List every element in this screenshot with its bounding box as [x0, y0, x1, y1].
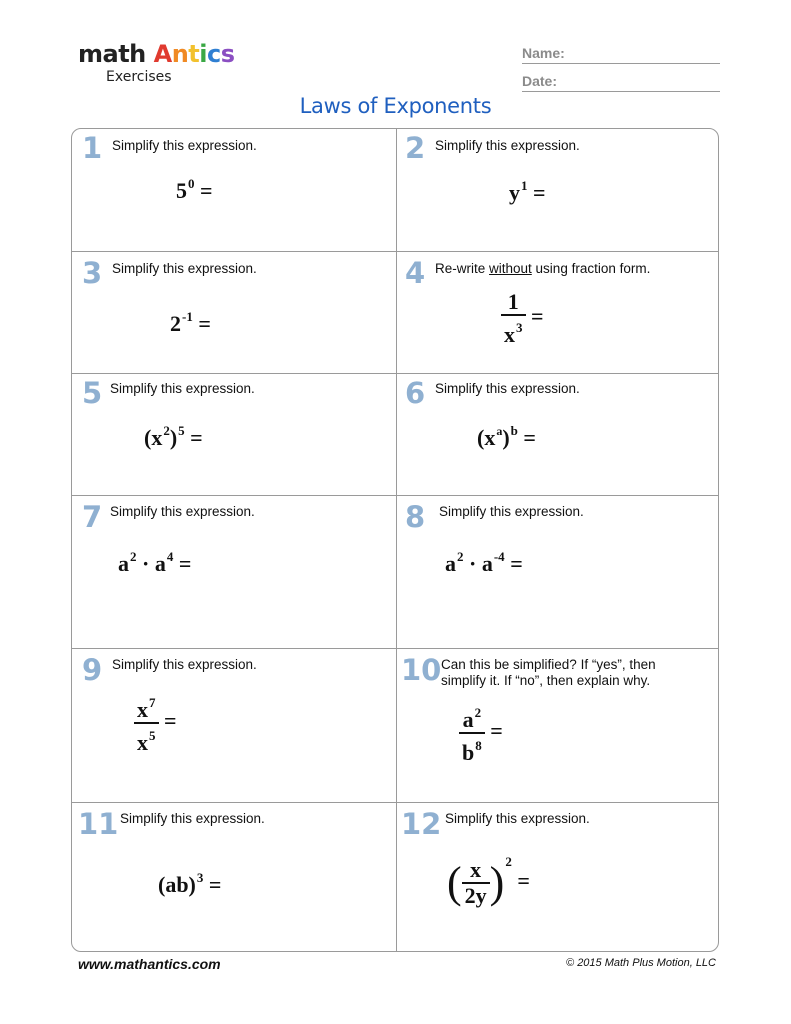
problem-prompt: Simplify this expression. [120, 811, 265, 826]
fraction: $\frac{x^7}{x^5}$ [134, 691, 159, 755]
problem-number: 2 [405, 131, 426, 165]
logo-word-math: math [78, 40, 146, 68]
problem-10 [397, 649, 719, 802]
problem-11 [72, 803, 396, 952]
problem-number: 8 [405, 500, 426, 534]
problem-12 [397, 803, 719, 952]
logo-subtitle: Exercises [106, 69, 172, 85]
logo-letter: s [220, 40, 235, 68]
logo-letter: A [153, 40, 172, 68]
problem-expression: $2^{-1}$ = [170, 309, 211, 336]
problem-prompt: Simplify this expression. [435, 138, 580, 153]
problem-9 [72, 649, 396, 802]
problem-5 [72, 374, 396, 495]
problem-number: 4 [405, 256, 426, 290]
name-field[interactable] [522, 36, 720, 64]
problem-number: 7 [82, 500, 103, 534]
problem-expression: ( $\frac{x}{2y}$ )$^2$ = [447, 854, 530, 908]
website-link[interactable]: www.mathantics.com [78, 956, 221, 972]
fraction: $\frac{1}{x^3}$ [501, 290, 526, 347]
fraction: $\frac{x}{2y}$ [462, 858, 490, 908]
problem-3 [72, 252, 396, 373]
logo-letter: n [171, 40, 189, 68]
problem-prompt: Simplify this expression. [110, 504, 255, 519]
problem-1 [72, 129, 396, 251]
logo-letter: t [188, 40, 200, 68]
problem-prompt: Simplify this expression. [435, 381, 580, 396]
logo-word-antics [154, 40, 235, 68]
problem-expression: $y^1$ = [509, 178, 546, 205]
problem-7 [72, 496, 396, 648]
problem-prompt: Simplify this expression. [112, 657, 257, 672]
problem-expression: $\frac{1}{x^3}$ = [501, 290, 544, 347]
date-label: Date: [522, 73, 558, 89]
problem-expression: $\frac{x^7}{x^5}$ = [134, 691, 177, 755]
problem-prompt: Simplify this expression. [439, 504, 584, 519]
problem-number: 9 [82, 653, 103, 687]
student-info-fields [522, 36, 720, 92]
problem-6 [397, 374, 719, 495]
copyright-notice: © 2015 Math Plus Motion, LLC [566, 957, 716, 969]
problem-prompt: Simplify this expression. [110, 381, 255, 396]
problem-expression: (ab)$^3$ = [158, 870, 222, 897]
emphasis-without: without [489, 261, 532, 276]
problem-grid [71, 128, 719, 952]
problem-prompt: Simplify this expression. [445, 811, 590, 826]
problem-number: 10 [401, 653, 442, 687]
problem-expression: $a^2 \cdot a^4$ = [118, 549, 192, 576]
problem-expression: $(x^a)^b$ = [477, 423, 536, 450]
problem-2 [397, 129, 719, 251]
logo-letter: i [199, 40, 208, 68]
logo-wordmark [78, 40, 235, 68]
problem-expression: $\frac{a^2}{b^8}$ = [459, 701, 503, 765]
problem-prompt: Simplify this expression. [112, 138, 257, 153]
problem-expression: $5^0$ = [176, 176, 213, 203]
worksheet-title: Laws of Exponents [299, 94, 492, 118]
problem-prompt: Can this be simplified? If “yes”, then simplify it. If “no”, then explain why. [441, 657, 656, 688]
problem-number: 11 [78, 807, 119, 841]
problem-prompt: Re-write without using fraction form. [435, 261, 651, 276]
logo-letter: c [207, 40, 221, 68]
problem-number: 3 [82, 256, 103, 290]
problem-4 [397, 252, 719, 373]
problem-8 [397, 496, 719, 648]
name-label: Name: [522, 45, 565, 61]
problem-expression: $a^2 \cdot a^{-4}$ = [445, 549, 523, 576]
date-field[interactable] [522, 64, 720, 92]
problem-number: 1 [82, 131, 103, 165]
problem-number: 12 [401, 807, 442, 841]
math-antics-logo [78, 40, 235, 86]
fraction: $\frac{a^2}{b^8}$ [459, 701, 485, 765]
problem-number: 6 [405, 376, 426, 410]
problem-prompt: Simplify this expression. [112, 261, 257, 276]
problem-number: 5 [82, 376, 103, 410]
problem-expression: $(x^2)^5$ = [144, 423, 203, 450]
